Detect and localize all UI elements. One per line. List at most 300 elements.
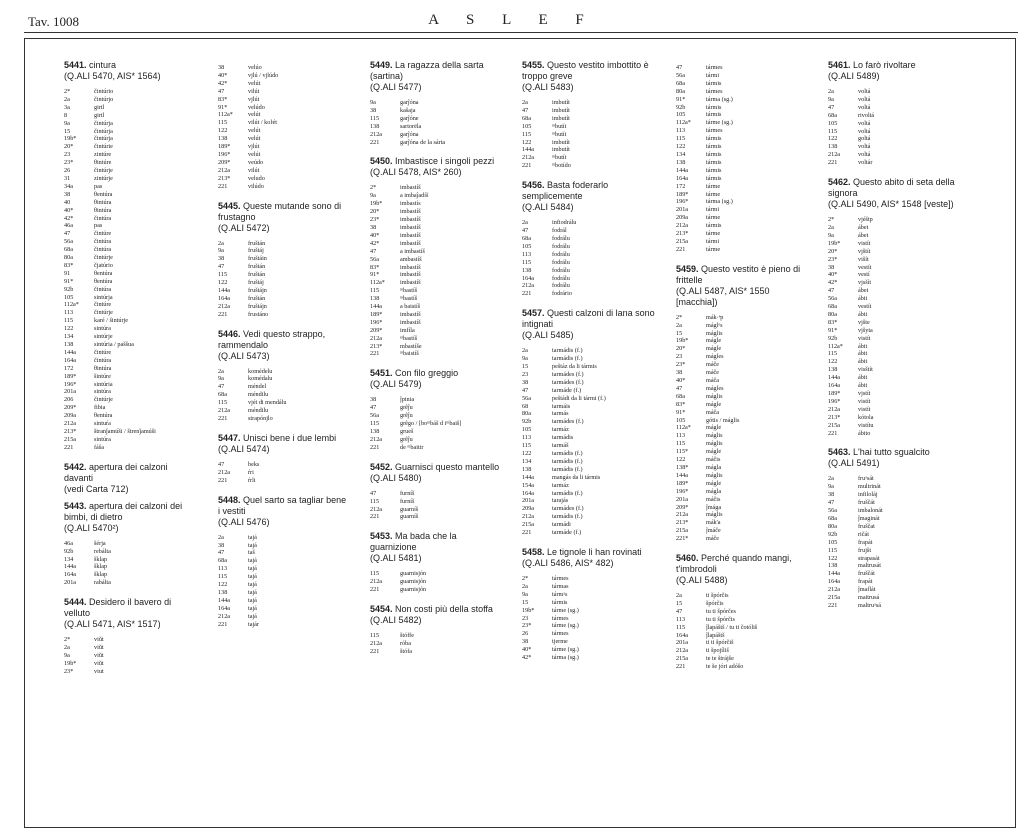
- response-row: [370, 184, 502, 192]
- response-list: [218, 64, 350, 191]
- survey-point: 92b: [828, 334, 838, 342]
- entry-heading: [370, 531, 502, 564]
- response-row: [828, 507, 960, 515]
- survey-point: 47: [828, 499, 835, 507]
- survey-point: 91*: [828, 326, 838, 334]
- dialect-form: guarnisjón: [400, 570, 427, 578]
- entry-title: Queste mutande sono di frustagno: [218, 200, 342, 222]
- dialect-form: vistít: [858, 334, 871, 342]
- column-1: [64, 60, 192, 686]
- survey-point: 144a: [522, 473, 535, 481]
- dialect-form: fruštán: [248, 271, 266, 279]
- dialect-form: rivoltá: [858, 111, 875, 119]
- dialect-form: voltár: [858, 159, 873, 167]
- response-row: [676, 472, 810, 480]
- dialect-form: fruščát: [858, 570, 875, 578]
- dialect-form: vistít: [858, 405, 871, 413]
- dialect-form: mágle: [706, 448, 722, 456]
- response-row: [676, 88, 810, 96]
- response-row: [64, 644, 192, 652]
- survey-point: 189*: [64, 372, 77, 380]
- response-list: [676, 314, 810, 543]
- entry-number: 5441.: [64, 60, 87, 70]
- dialect-form: tármᵃs: [552, 590, 568, 598]
- response-row: [522, 403, 656, 411]
- dialect-form: tarmáis: [552, 402, 571, 410]
- entry-number: 5460.: [676, 553, 699, 564]
- dialect-form: θentúra: [94, 412, 113, 420]
- survey-point: 209*: [218, 158, 231, 166]
- dialect-form: viŭt: [94, 644, 104, 652]
- dialect-form: girtl: [94, 111, 105, 119]
- survey-point: 201a: [676, 639, 689, 647]
- dialect-form: sintúrje: [94, 333, 113, 341]
- dialect-form: máče: [706, 535, 720, 543]
- response-row: [828, 96, 960, 104]
- survey-point: 213*: [64, 427, 77, 435]
- response-row: [522, 139, 656, 147]
- survey-point: 20*: [370, 208, 380, 216]
- dialect-form: ᵐbutít: [552, 154, 567, 162]
- dialect-form: sintúria / paššua: [94, 341, 134, 348]
- response-row: [522, 395, 656, 403]
- survey-point: 112a*: [370, 279, 385, 287]
- response-row: [828, 295, 960, 303]
- dialect-form: tarmáš: [552, 442, 569, 450]
- response-row: [522, 115, 656, 123]
- response-row: [828, 279, 960, 287]
- dialect-form: tármis: [706, 103, 722, 111]
- survey-point: 91*: [370, 271, 380, 279]
- survey-point: 2a: [522, 99, 528, 106]
- survey-point: 9a: [828, 483, 834, 491]
- survey-point: 9a: [370, 192, 376, 200]
- response-row: [64, 238, 192, 246]
- response-row: [64, 294, 192, 302]
- dialect-form: máglᵒs: [706, 321, 723, 329]
- response-row: [64, 128, 192, 136]
- entry-number: 5456.: [522, 180, 545, 191]
- dialect-form: tármes: [552, 630, 569, 638]
- response-row: [676, 488, 810, 496]
- dialect-form: mágla: [706, 487, 722, 495]
- survey-point: 196*: [64, 380, 77, 388]
- dialect-form: fodrálu: [552, 258, 570, 266]
- survey-point: 68a: [828, 111, 837, 119]
- response-row: [218, 135, 350, 143]
- dialect-form: tármes: [552, 614, 569, 622]
- dialect-form: tarmádis (f.): [552, 465, 583, 473]
- dialect-form: čintúra: [94, 246, 112, 254]
- survey-point: 209*: [370, 326, 383, 334]
- survey-point: 9a: [828, 231, 834, 239]
- survey-point: 134: [522, 457, 532, 465]
- survey-point: 56a: [676, 71, 685, 79]
- response-row: [676, 111, 810, 119]
- entry-title: Con filo greggio: [395, 368, 459, 379]
- response-row: [828, 539, 960, 547]
- dialect-form: máčis: [706, 456, 721, 464]
- dialect-form: sintuŕa: [94, 420, 111, 428]
- survey-point: 113: [64, 309, 74, 317]
- entry-number: 5458.: [522, 546, 545, 557]
- survey-point: 113: [676, 615, 686, 623]
- dialect-form: imbastíš: [400, 239, 421, 247]
- survey-point: 68a: [828, 303, 837, 311]
- survey-point: 164a: [828, 382, 841, 390]
- survey-point: 221: [522, 290, 532, 298]
- dialect-form: tajá: [248, 573, 257, 581]
- response-row: [828, 350, 960, 358]
- response-row: [370, 578, 502, 586]
- dialect-form: tárme (sg.): [552, 646, 579, 654]
- column-6: [828, 60, 960, 620]
- survey-point: 46a: [64, 222, 73, 230]
- survey-point: 134: [676, 150, 686, 158]
- response-row: [218, 159, 350, 167]
- survey-point: 164a: [522, 489, 535, 497]
- response-row: [370, 327, 502, 335]
- survey-point: 138: [522, 266, 532, 274]
- survey-point: 92b: [522, 418, 532, 426]
- survey-point: 40*: [370, 231, 380, 239]
- response-row: [64, 120, 192, 128]
- survey-point: 46a: [64, 539, 73, 547]
- response-row: [522, 426, 656, 434]
- dialect-form: fodrálu: [552, 274, 570, 282]
- survey-point: 42*: [64, 214, 74, 222]
- response-row: [828, 287, 960, 295]
- dialect-form: imbastís: [400, 200, 421, 208]
- survey-point: 42*: [522, 654, 532, 662]
- response-row: [522, 410, 656, 418]
- response-row: [676, 377, 810, 385]
- response-list: [828, 88, 960, 167]
- survey-point: 19b*: [828, 239, 841, 247]
- survey-point: 221: [676, 663, 686, 671]
- response-row: [828, 143, 960, 151]
- dialect-form: máglis: [706, 329, 723, 337]
- response-row: [676, 322, 810, 330]
- survey-point: 31: [64, 174, 71, 182]
- entry-number: 5452.: [370, 461, 393, 472]
- dialect-form: šklap: [94, 555, 108, 563]
- survey-point: 15: [522, 598, 529, 606]
- response-row: [676, 104, 810, 112]
- response-row: [828, 406, 960, 414]
- survey-point: 2*: [828, 216, 835, 224]
- dialect-form: máglis: [706, 392, 723, 400]
- survey-point: 189*: [676, 190, 689, 198]
- survey-point: 38: [64, 190, 71, 198]
- dialect-form: čintúra: [94, 285, 112, 293]
- dialect-form: štranǰamúši / štrenǰamúši: [94, 427, 156, 435]
- dialect-form: fodrálu: [552, 242, 570, 250]
- survey-point: 144a: [828, 374, 841, 382]
- dialect-form: tu ti špórčis: [706, 615, 735, 623]
- dialect-form: fodrálu: [552, 250, 570, 258]
- dialect-form: vjstít: [858, 390, 871, 397]
- survey-point: 201a: [676, 495, 689, 503]
- dialect-form: imfíla: [400, 326, 415, 334]
- dialect-form: tármes: [552, 574, 569, 582]
- dialect-form: vistít: [858, 239, 871, 247]
- response-row: [676, 135, 810, 143]
- survey-point: 47: [370, 247, 377, 255]
- response-row: [676, 238, 810, 246]
- entry-title: Questi calzoni di lana sono intignati: [522, 308, 655, 330]
- response-list: [218, 534, 350, 629]
- dialect-form: sintúra: [94, 435, 111, 443]
- survey-point: 209a: [522, 505, 535, 513]
- entry-source: (Q.ALI 5486, AIS* 482): [522, 557, 614, 568]
- entry-source: (Q.ALI 5489): [828, 71, 880, 81]
- response-row: [676, 337, 810, 345]
- response-row: [676, 183, 810, 191]
- survey-point: 164a: [218, 604, 231, 612]
- survey-point: 138: [218, 588, 228, 596]
- dialect-form: viŭt: [94, 636, 104, 644]
- response-row: [370, 264, 502, 272]
- entry-number: 5442.: [64, 461, 87, 472]
- survey-point: 122: [676, 143, 686, 151]
- response-row: [522, 529, 656, 537]
- entry-source: (Q.ALI 5472): [218, 222, 270, 233]
- dialect-form: peštáz da li tármis: [552, 363, 597, 371]
- survey-point: 212a: [370, 435, 383, 443]
- entry-source: (Q.ALI 5485): [522, 330, 574, 341]
- entry-source: (Q.ALI 5483): [522, 82, 574, 92]
- dialect-form: imbastíš: [400, 263, 421, 271]
- dialect-form: imbastíš: [400, 223, 421, 231]
- dialect-form: garĵóna: [400, 99, 419, 106]
- entry-number: 5451.: [370, 368, 393, 379]
- survey-point: 144a: [218, 596, 231, 604]
- survey-point: 172: [676, 182, 686, 190]
- survey-point: 144a: [64, 348, 77, 356]
- survey-point: 47: [218, 549, 225, 557]
- response-list: [828, 216, 960, 437]
- entry-title: apertura dei calzoni dei bimbi, di dietro: [64, 500, 183, 522]
- survey-point: 221: [370, 443, 380, 451]
- response-row: [218, 80, 350, 88]
- entry-title: Le tignole li han rovinati: [547, 546, 642, 557]
- survey-point: 213*: [218, 174, 231, 182]
- entry-heading: [64, 597, 192, 630]
- response-row: [370, 248, 502, 256]
- column-5: [676, 60, 810, 681]
- survey-point: 38: [218, 541, 225, 549]
- response-row: [522, 418, 656, 426]
- dialect-form: tajá: [248, 612, 257, 620]
- dialect-form: ᵐbutít: [552, 122, 567, 130]
- response-row: [64, 230, 192, 238]
- survey-point: 8: [64, 111, 68, 119]
- entry-source: (Q.ALI 5478, AIS* 260): [370, 167, 462, 178]
- survey-point: 47: [676, 607, 683, 615]
- dialect-form: imbalonát: [858, 507, 883, 515]
- dialect-form: ᵐbutít: [552, 130, 567, 138]
- dialect-form: tárme: [706, 214, 721, 222]
- survey-point: 68: [522, 402, 529, 410]
- dialect-form: tajá: [248, 604, 257, 612]
- response-row: [676, 143, 810, 151]
- dialect-form: fruštájn: [248, 286, 267, 294]
- survey-point: 105: [828, 538, 838, 546]
- response-row: [218, 111, 350, 119]
- dialect-form: tarmáz: [552, 481, 569, 489]
- dialect-form: grueš: [400, 428, 414, 435]
- dialect-form: ábit: [858, 342, 868, 350]
- response-row: [218, 255, 350, 263]
- dialect-form: mágle: [706, 345, 722, 353]
- dialect-form: máglis: [706, 440, 723, 448]
- response-row: [828, 240, 960, 248]
- entry-number: 5445.: [218, 200, 241, 211]
- survey-point: 105: [522, 242, 532, 250]
- dialect-form: veludo: [248, 174, 265, 182]
- dialect-form: ábet: [858, 231, 869, 239]
- dialect-form: vilút / koŀét: [248, 119, 277, 127]
- dialect-form: voltá: [858, 127, 871, 135]
- dialect-form: šérja: [94, 539, 106, 547]
- dialect-form: imbutít: [552, 114, 570, 122]
- dialect-form: ĵlapáštš / tu ti čotóliš: [706, 623, 758, 631]
- dialect-form: tarmádis (f.): [552, 513, 583, 521]
- dialect-form: velút: [248, 135, 261, 143]
- response-list: [370, 632, 502, 656]
- survey-point: 221: [218, 415, 228, 422]
- response-row: [370, 498, 502, 506]
- survey-point: 212a: [370, 505, 383, 513]
- response-list: [676, 64, 810, 254]
- entry-number: 5459.: [676, 263, 699, 274]
- response-row: [370, 343, 502, 351]
- survey-point: 56a: [370, 255, 379, 263]
- response-row: [64, 262, 192, 270]
- survey-point: 112a*: [828, 342, 843, 350]
- dialect-form: fodrálu: [552, 234, 570, 242]
- dialect-form: tajá: [248, 541, 257, 549]
- survey-point: 113: [676, 127, 686, 135]
- response-row: [218, 613, 350, 621]
- response-row: [64, 420, 192, 428]
- response-row: [370, 513, 502, 521]
- entry-title: Non costi più della stoffa: [395, 604, 493, 615]
- response-row: [828, 578, 960, 586]
- response-row: [676, 519, 810, 527]
- survey-point: 2a: [522, 219, 528, 227]
- survey-point: 209a: [676, 214, 689, 222]
- survey-point: 201a: [64, 579, 77, 587]
- dialect-form: goltá: [858, 135, 871, 143]
- survey-point: 196*: [218, 150, 231, 158]
- response-row: [828, 264, 960, 272]
- survey-point: 15: [522, 363, 529, 371]
- response-row: [64, 309, 192, 317]
- dialect-form: fruštájn: [248, 302, 267, 310]
- survey-point: 2a: [828, 88, 834, 95]
- response-row: [828, 135, 960, 143]
- dialect-form: frujšt: [858, 546, 872, 554]
- response-row: [676, 401, 810, 409]
- response-row: [218, 64, 350, 72]
- dialect-form: θentúra: [94, 269, 113, 277]
- dialect-form: róba: [400, 639, 411, 647]
- dialect-form: mágle: [706, 400, 722, 408]
- response-row: [218, 565, 350, 573]
- entry-heading: [370, 60, 502, 93]
- survey-point: 212a: [676, 511, 689, 519]
- survey-point: 221*: [676, 535, 689, 543]
- response-row: [522, 219, 656, 227]
- response-row: [218, 96, 350, 104]
- survey-point: 9a: [522, 355, 528, 363]
- column-3: [370, 60, 502, 666]
- survey-point: 138: [370, 295, 380, 303]
- response-row: [828, 343, 960, 351]
- dialect-form: peštádi da li tármi (f.): [552, 394, 606, 402]
- survey-point: 112a*: [64, 301, 79, 309]
- response-row: [370, 648, 502, 656]
- response-row: [370, 350, 502, 358]
- survey-point: 201a: [676, 206, 689, 214]
- dialect-form: multrinát: [858, 483, 881, 491]
- survey-point: 138: [522, 465, 532, 473]
- entry-source: (Q.ALI 5482): [370, 615, 422, 626]
- survey-point: 215a: [522, 521, 535, 529]
- dialect-form: máča: [706, 408, 720, 416]
- response-row: [64, 207, 192, 215]
- response-row: [676, 527, 810, 535]
- response-row: [64, 556, 192, 564]
- response-row: [828, 398, 960, 406]
- dialect-form: frapát: [858, 538, 873, 546]
- dialect-form: čjatúrio: [94, 261, 113, 269]
- survey-point: 40*: [522, 646, 532, 654]
- survey-point: 105: [64, 293, 74, 301]
- survey-point: 2*: [676, 313, 683, 321]
- response-row: [64, 317, 192, 325]
- entry-source: (vedi Carta 712): [64, 483, 129, 494]
- survey-point: 212a: [218, 612, 231, 620]
- response-row: [522, 630, 656, 638]
- survey-point: 2a: [64, 95, 70, 103]
- survey-point: 2*: [522, 574, 529, 582]
- response-row: [522, 387, 656, 395]
- response-row: [64, 270, 192, 278]
- response-row: [64, 183, 192, 191]
- survey-point: 115: [218, 119, 228, 127]
- dialect-form: fruščat: [858, 522, 875, 530]
- response-row: [522, 131, 656, 139]
- survey-point: 91*: [676, 408, 686, 416]
- survey-point: 83*: [828, 318, 838, 326]
- survey-point: 19b*: [64, 135, 77, 143]
- response-row: [370, 396, 502, 404]
- response-row: [676, 175, 810, 183]
- survey-point: 40*: [676, 377, 686, 384]
- survey-point: 115: [370, 497, 380, 505]
- dialect-form: máča: [706, 377, 720, 384]
- survey-point: 80a: [522, 410, 531, 418]
- survey-point: 221: [828, 429, 838, 437]
- dialect-form: čintúrje: [94, 167, 113, 175]
- dialect-form: fodrálu: [552, 266, 570, 274]
- dialect-form: méndilu: [248, 407, 269, 415]
- survey-point: 2a: [828, 475, 834, 483]
- dialect-form: vjšte: [858, 318, 870, 326]
